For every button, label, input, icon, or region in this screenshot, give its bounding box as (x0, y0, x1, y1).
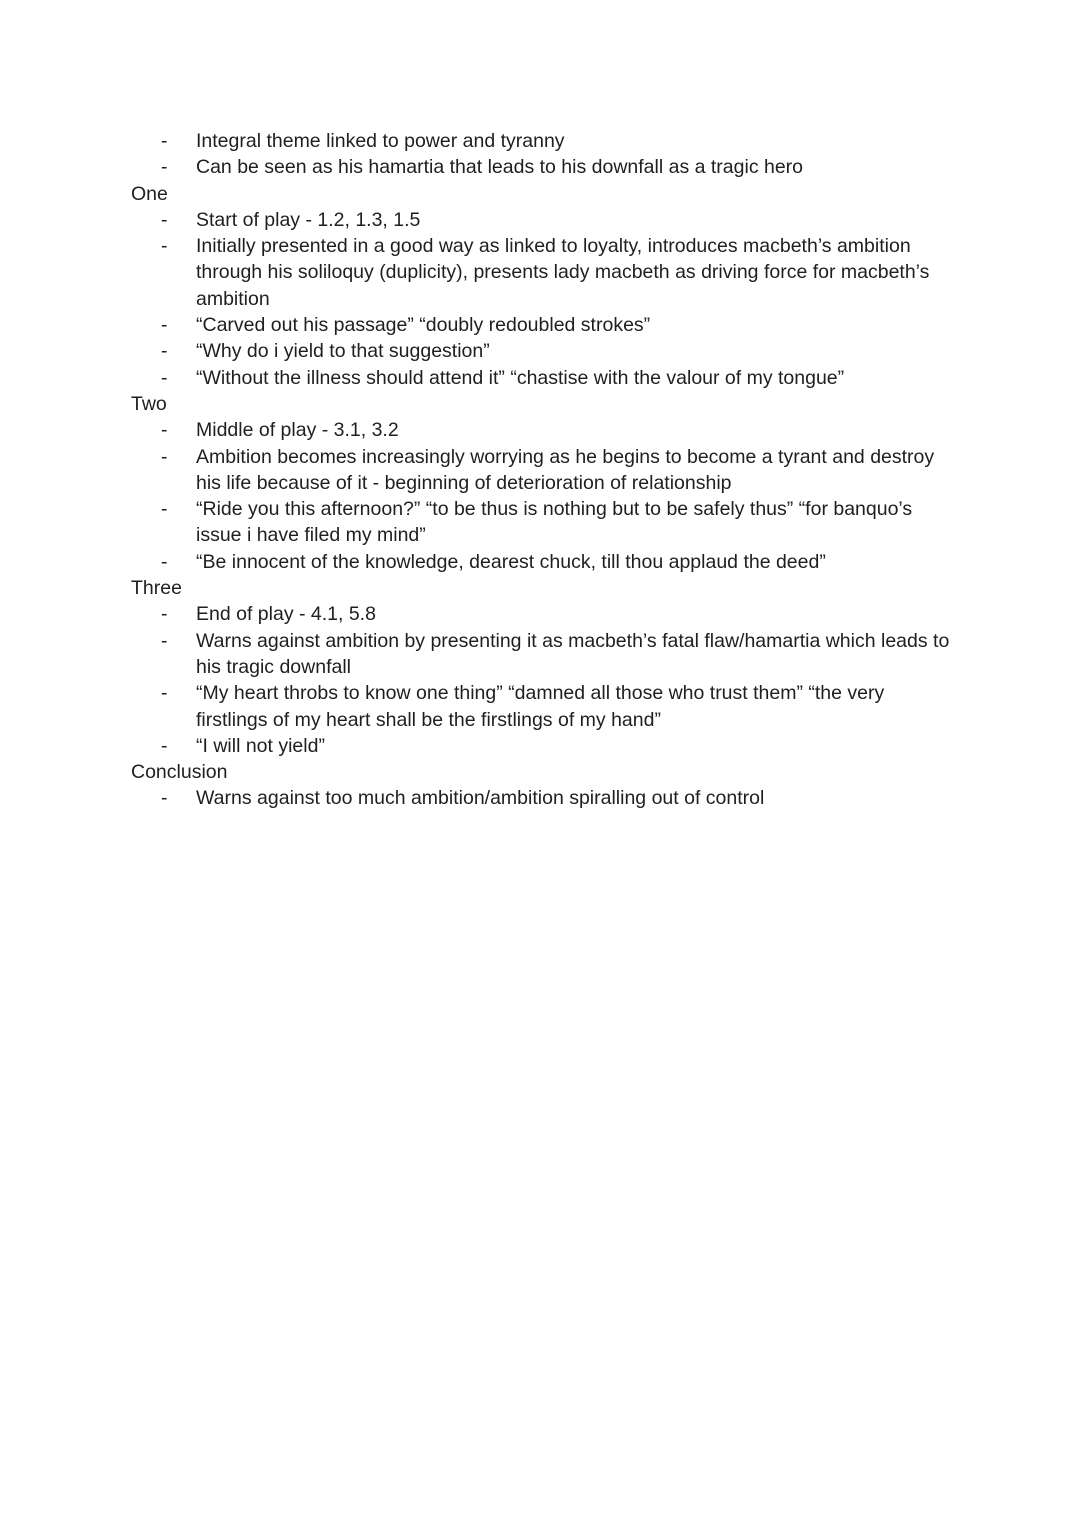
bullet-text: Can be seen as his hamartia that leads to his downfall as a tragic hero (196, 156, 804, 179)
bullet-dash: - (161, 340, 168, 363)
bullet-text: “Be innocent of the knowledge, dearest chuck, till thou applaud the deed” (196, 550, 826, 573)
section-one-bullet (0, 365, 1080, 391)
section-heading-two: Two (131, 392, 167, 415)
bullet-dash: - (161, 235, 168, 258)
bullet-dash: - (161, 682, 168, 705)
bullet-text: Initially presented in a good way as linked to loyalty, introduces macbeth’s ambition through his soliloquy (duplicity), presents lady macbeth as driving force for macbeth’s ambition (196, 235, 930, 310)
bullet-text: Ambition becomes increasingly worrying as he begins to become a tyrant and destroy his life because of it - beginning of deterioration of relationship (196, 445, 935, 494)
bullet-text: “My heart throbs to know one thing” “damned all those who trust them” “the very firstlings of my heart shall be the firstlings of my hand” (196, 682, 885, 731)
section-three-bullet (0, 601, 1080, 627)
bullet-dash: - (161, 629, 168, 652)
bullet-text: “Without the illness should attend it” “chastise with the valour of my tongue” (196, 366, 845, 389)
bullet-dash: - (161, 445, 168, 468)
section-conclusion-bullet (0, 785, 1080, 811)
bullet-dash: - (161, 498, 168, 521)
bullet-text: End of play - 4.1, 5.8 (196, 603, 376, 626)
bullet-dash: - (161, 550, 168, 573)
document-page (0, 128, 1080, 812)
section-two-bullet (0, 549, 1080, 575)
bullet-dash: - (161, 734, 168, 757)
section-one-bullet (0, 207, 1080, 233)
bullet-text: “Ride you this afternoon?” “to be thus is nothing but to be safely thus” “for banquo’s issue i have filed my mind” (196, 498, 913, 547)
section-three-bullet (0, 628, 1080, 681)
section-one-bullet (0, 312, 1080, 338)
bullet-dash: - (161, 314, 168, 337)
section-one-bullet (0, 338, 1080, 364)
section-three-bullet (0, 733, 1080, 759)
bullet-dash: - (161, 787, 168, 810)
bullet-text: Start of play - 1.2, 1.3, 1.5 (196, 208, 421, 231)
section-heading-three: Three (131, 577, 182, 600)
bullet-dash: - (161, 156, 168, 179)
bullet-text: “Carved out his passage” “doubly redoubled strokes” (196, 314, 651, 337)
bullet-text: Warns against ambition by presenting it as macbeth’s fatal flaw/hamartia which leads to his tragic downfall (196, 629, 950, 678)
section-one-bullet (0, 233, 1080, 312)
section-heading-conclusion: Conclusion (131, 761, 228, 784)
bullet-dash: - (161, 366, 168, 389)
bullet-dash: - (161, 208, 168, 231)
bullet-text: “I will not yield” (196, 734, 325, 757)
bullet-text: Integral theme linked to power and tyranny (196, 130, 565, 152)
intro-bullet (0, 154, 1080, 180)
bullet-dash: - (161, 603, 168, 626)
section-two-bullet (0, 496, 1080, 549)
bullet-text: “Why do i yield to that suggestion” (196, 340, 490, 363)
bullet-text: Middle of play - 3.1, 3.2 (196, 419, 399, 442)
bullet-dash: - (161, 419, 168, 442)
bullet-text: Warns against too much ambition/ambition spiralling out of control (196, 787, 765, 810)
section-heading-one: One (131, 182, 168, 205)
section-two-bullet (0, 444, 1080, 497)
bullet-dash: - (161, 130, 168, 152)
section-two-bullet (0, 417, 1080, 443)
intro-bullet (0, 128, 1080, 154)
section-three-bullet (0, 680, 1080, 733)
